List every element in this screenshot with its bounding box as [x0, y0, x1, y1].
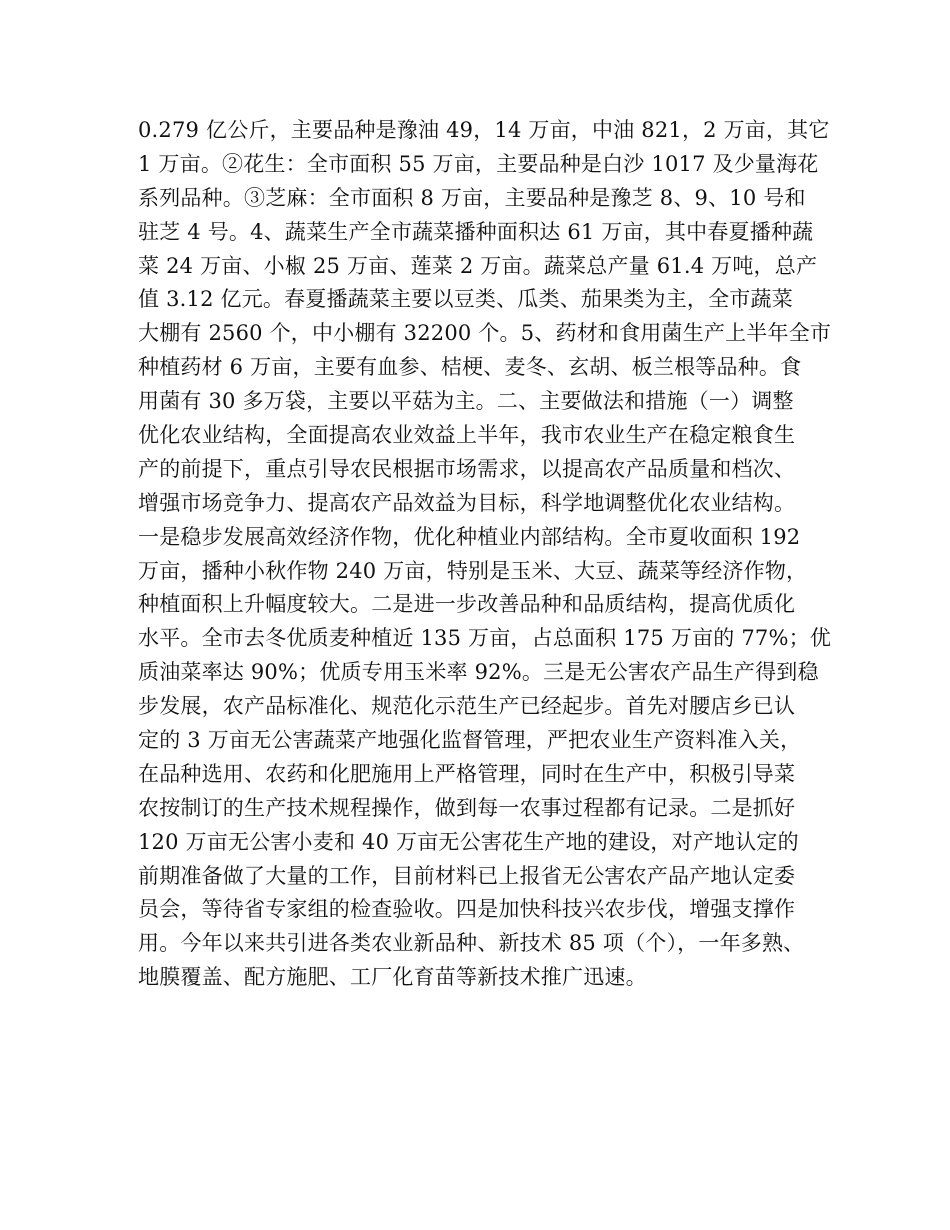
text-line: 万亩，播种小秋作物 240 万亩，特别是玉米、大豆、蔬菜等经济作物， [138, 558, 808, 583]
text-line: 在品种选用、农药和化肥施用上严格管理，同时在生产中，积极引导菜 [138, 761, 796, 786]
text-line: 值 3.12 亿元。春夏播蔬菜主要以豆类、瓜类、茄果类为主，全市蔬菜 [138, 287, 793, 312]
text-line: 驻芝 4 号。4、蔬菜生产全市蔬菜播种面积达 61 万亩，其中春夏播种蔬 [138, 219, 814, 244]
text-line: 地膜覆盖、配方施肥、工厂化育苗等新技术推广迅速。 [138, 965, 647, 990]
text-line: 产的前提下，重点引导农民根据市场需求，以提高农产品质量和档次、 [138, 456, 796, 481]
text-line: 120 万亩无公害小麦和 40 万亩无公害花生产地的建设，对产地认定的 [138, 829, 799, 854]
text-line: 菜 24 万亩、小椒 25 万亩、莲菜 2 万亩。蔬菜总产量 61.4 万吨，总产 [138, 253, 818, 278]
text-line: 大棚有 2560 个，中小棚有 32200 个。5、药材和食用菌生产上半年全市 [138, 321, 832, 346]
text-line: 步发展，农产品标准化、规范化示范生产已经起步。首先对腰店乡已认 [138, 694, 796, 719]
text-line: 种植药材 6 万亩，主要有血参、桔梗、麦冬、玄胡、板兰根等品种。食 [138, 355, 802, 380]
text-line: 0.279 亿公斤，主要品种是豫油 49，14 万亩，中油 821，2 万亩，其它 [138, 118, 830, 142]
body-text [138, 114, 838, 995]
text-line: 1 万亩。②花生：全市面积 55 万亩，主要品种是白沙 1017 及少量海花 [138, 151, 819, 176]
text-line: 质油菜率达 90%；优质专用玉米率 92%。三是无公害农产品生产得到稳 [138, 660, 819, 685]
text-line: 定的 3 万亩无公害蔬菜产地强化监督管理，严把农业生产资料准入关， [138, 728, 802, 753]
text-line: 用菌有 30 多万袋，主要以平菇为主。二、主要做法和措施（一）调整 [138, 389, 794, 414]
text-line: 员会，等待省专家组的检查验收。四是加快科技兴农步伐，增强支撑作 [138, 897, 796, 922]
text-line: 用。今年以来共引进各类农业新品种、新技术 85 项（个），一年多熟、 [138, 931, 805, 956]
text-line: 增强市场竞争力、提高农产品效益为目标，科学地调整优化农业结构。 [138, 490, 796, 515]
text-line: 水平。全市去冬优质麦种植近 135 万亩，占总面积 175 万亩的 77%；优 [138, 626, 832, 651]
text-line: 前期准备做了大量的工作，目前材料已上报省无公害农产品产地认定委 [138, 863, 796, 888]
text-line: 一是稳步发展高效经济作物，优化种植业内部结构。全市夏收面积 192 [138, 524, 801, 549]
text-line: 农按制订的生产技术规程操作，做到每一农事过程都有记录。二是抓好 [138, 795, 796, 820]
text-line: 种植面积上升幅度较大。二是进一步改善品种和品质结构，提高优质化 [138, 592, 796, 617]
text-line: 优化农业结构，全面提高农业效益上半年，我市农业生产在稳定粮食生 [138, 423, 796, 448]
text-line: 系列品种。③芝麻：全市面积 8 万亩，主要品种是豫芝 8、9、10 号和 [138, 185, 806, 210]
